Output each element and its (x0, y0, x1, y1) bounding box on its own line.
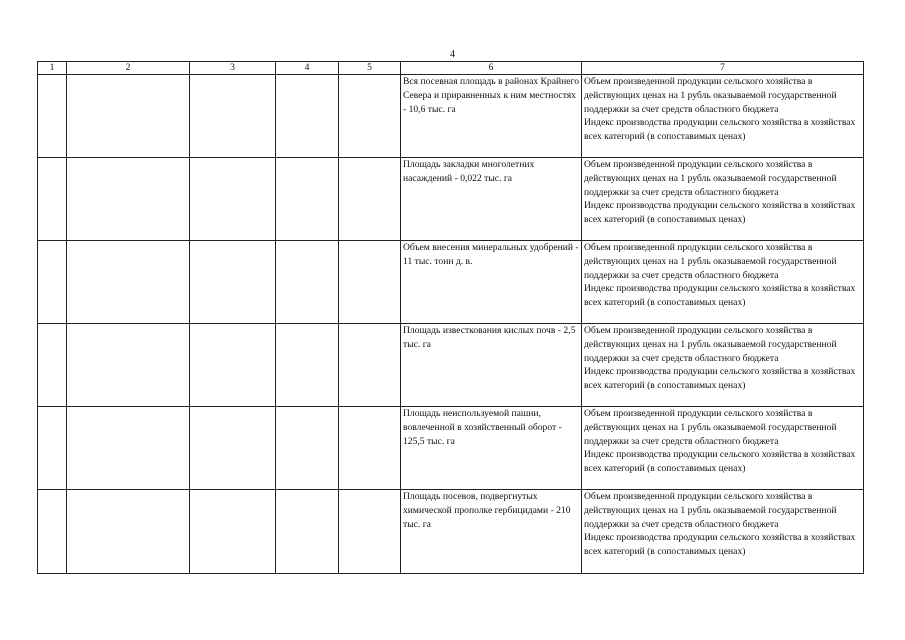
empty-cell (276, 158, 339, 241)
empty-cell (276, 490, 339, 574)
empty-cell (190, 241, 276, 324)
indicators-cell (582, 75, 864, 158)
empty-cell (67, 75, 190, 158)
indicators-cell (582, 490, 864, 574)
measure-cell: Площадь известкования кислых почв - 2,5 тыс. га (401, 324, 582, 407)
indicator-text: Объем произведенной продукции сельского хозяйства в действующих ценах на 1 рубль оказываемой государственной поддержки за счет средств областного бюджета (584, 325, 837, 364)
empty-cell (38, 158, 67, 241)
indicator-text: Индекс производства продукции сельского хозяйства в хозяйствах всех категорий (в сопоставимых ценах) (584, 283, 856, 309)
empty-cell (339, 407, 401, 490)
indicator-text: Объем произведенной продукции сельского хозяйства в действующих ценах на 1 рубль оказываемой государственной поддержки за счет средств областного бюджета (584, 159, 837, 198)
indicators-table (37, 61, 864, 574)
column-header: 2 (67, 62, 190, 75)
indicator-text: Объем произведенной продукции сельского хозяйства в действующих ценах на 1 рубль оказываемой государственной поддержки за счет средств областного бюджета (584, 408, 837, 447)
empty-cell (190, 75, 276, 158)
empty-cell (38, 324, 67, 407)
table-row (38, 75, 864, 158)
column-header: 3 (190, 62, 276, 75)
indicators-cell (582, 407, 864, 490)
indicator-text: Индекс производства продукции сельского хозяйства в хозяйствах всех категорий (в сопоставимых ценах) (584, 449, 856, 475)
indicators-cell (582, 324, 864, 407)
indicator-text: Объем произведенной продукции сельского хозяйства в действующих ценах на 1 рубль оказываемой государственной поддержки за счет средств областного бюджета (584, 76, 837, 115)
measure-cell: Площадь неиспользуемой пашни, вовлеченной в хозяйственный оборот - 125,5 тыс. га (401, 407, 582, 490)
empty-cell (67, 490, 190, 574)
indicator-text: Индекс производства продукции сельского хозяйства в хозяйствах всех категорий (в сопоставимых ценах) (584, 366, 856, 392)
column-header: 6 (401, 62, 582, 75)
table-row (38, 490, 864, 574)
empty-cell (190, 158, 276, 241)
empty-cell (67, 241, 190, 324)
table-row (38, 324, 864, 407)
empty-cell (190, 407, 276, 490)
column-header: 7 (582, 62, 864, 75)
measure-cell: Объем внесения минеральных удобрений - 11 тыс. тонн д. в. (401, 241, 582, 324)
empty-cell (67, 407, 190, 490)
empty-cell (339, 490, 401, 574)
empty-cell (38, 407, 67, 490)
empty-cell (339, 158, 401, 241)
empty-cell (38, 490, 67, 574)
empty-cell (67, 158, 190, 241)
empty-cell (67, 324, 190, 407)
empty-cell (190, 324, 276, 407)
column-number-row (38, 62, 864, 75)
measure-cell: Вся посевная площадь в районах Крайнего Севера и приравненных к ним местностях - 10,6 тыс. га (401, 75, 582, 158)
empty-cell (38, 241, 67, 324)
table-row (38, 407, 864, 490)
table-row (38, 241, 864, 324)
indicator-text: Индекс производства продукции сельского хозяйства в хозяйствах всех категорий (в сопоставимых ценах) (584, 117, 856, 143)
measure-cell: Площадь посевов, подвергнутых химической прополке гербицидами - 210 тыс. га (401, 490, 582, 574)
column-header: 4 (276, 62, 339, 75)
empty-cell (38, 75, 67, 158)
empty-cell (276, 324, 339, 407)
page-number: 4 (450, 49, 455, 60)
measure-cell: Площадь закладки многолетних насаждений - 0,022 тыс. га (401, 158, 582, 241)
empty-cell (276, 241, 339, 324)
indicators-cell (582, 241, 864, 324)
indicator-text: Объем произведенной продукции сельского хозяйства в действующих ценах на 1 рубль оказываемой государственной поддержки за счет средств областного бюджета (584, 491, 837, 530)
empty-cell (339, 241, 401, 324)
indicators-cell (582, 158, 864, 241)
indicator-text: Объем произведенной продукции сельского хозяйства в действующих ценах на 1 рубль оказываемой государственной поддержки за счет средств областного бюджета (584, 242, 837, 281)
table-row (38, 158, 864, 241)
empty-cell (276, 407, 339, 490)
column-header: 5 (339, 62, 401, 75)
empty-cell (339, 324, 401, 407)
empty-cell (276, 75, 339, 158)
indicator-text: Индекс производства продукции сельского хозяйства в хозяйствах всех категорий (в сопоставимых ценах) (584, 532, 856, 558)
empty-cell (190, 490, 276, 574)
empty-cell (339, 75, 401, 158)
indicator-text: Индекс производства продукции сельского хозяйства в хозяйствах всех категорий (в сопоставимых ценах) (584, 200, 856, 226)
column-header: 1 (38, 62, 67, 75)
